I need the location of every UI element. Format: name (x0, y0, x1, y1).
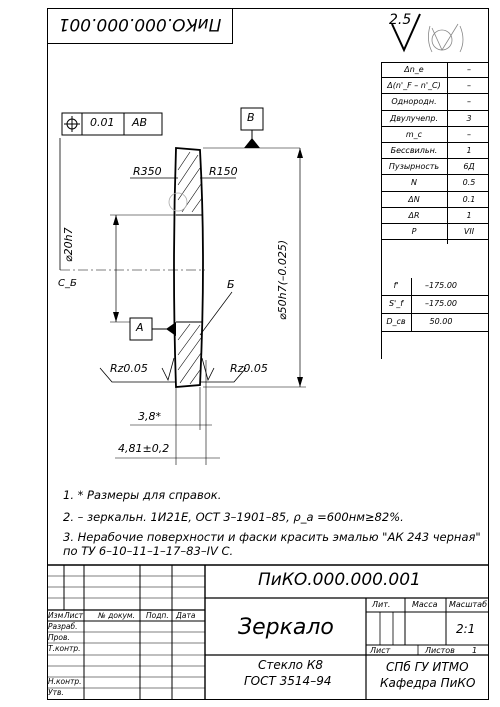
sheet-label: Лист (370, 646, 391, 655)
part-name: Зеркало (238, 615, 334, 640)
radius-2: R150 (209, 165, 238, 178)
row-prov: Пров. (48, 633, 70, 642)
outer-diameter: ⌀50h7(–0.025) (276, 239, 289, 320)
scale-label: Масштаб (449, 600, 488, 609)
thickness-ref: 3,8* (138, 410, 161, 423)
col-date: Дата (176, 611, 196, 620)
param-label: N (411, 178, 417, 188)
param-value: 3 (466, 113, 472, 123)
material-line-1: Стекло К8 (258, 658, 323, 672)
scale-value: 2:1 (456, 622, 476, 636)
param-label: Бессвильн. (390, 145, 438, 155)
axis-label: С_Б (58, 278, 77, 289)
param-label: Двулучепр. (389, 113, 439, 123)
row-razrab: Разраб. (48, 622, 78, 631)
mass-label: Масса (412, 600, 438, 609)
param-label: Пузырность (388, 162, 440, 172)
param-value: VII (463, 226, 475, 236)
note-3: 3. Нерабочие поверхности и фаски красить эмалью "АК 243 черная" (63, 530, 481, 544)
optic-value: 50.00 (429, 317, 453, 326)
col-izm: Изм (48, 611, 64, 620)
param-label: m_c (405, 129, 423, 139)
radius-1: R350 (133, 165, 162, 178)
note-2-text: 2. – зеркальн. 1И21Е, ОСТ 3–1901–85, ρ_а =600нм≥82%. (63, 510, 404, 524)
param-label: ΔR (408, 210, 420, 220)
sheets-label: Листов (425, 646, 455, 655)
tolerance-base: АВ (132, 116, 148, 129)
param-label: ΔN (408, 194, 420, 204)
sheets-value: 1 (472, 646, 478, 655)
designation: ПиКО.000.000.001 (258, 570, 421, 590)
param-value: 0.1 (462, 194, 476, 204)
inner-diameter: ⌀20h7 (62, 227, 75, 262)
param-value: – (467, 97, 471, 107)
surface-b-label: Б (227, 278, 235, 291)
param-value: 0.5 (462, 178, 476, 188)
roughness-right: Rz0.05 (230, 362, 268, 375)
param-value: – (467, 65, 471, 74)
base-a-label: А (136, 321, 144, 334)
note-1: 1. * Размеры для справок. (63, 488, 222, 502)
roughness-left: Rz0.05 (110, 362, 148, 375)
param-label: P (411, 226, 417, 236)
param-label: Δ(n'_F – n'_C) (387, 81, 441, 91)
roughness-general-value: 2.5 (389, 12, 412, 28)
row-utv: Утв. (48, 688, 64, 697)
param-value: – (467, 129, 471, 139)
tolerance-value: 0.01 (90, 116, 115, 129)
org-line-2: Кафедра ПиКО (380, 676, 476, 690)
param-value: 6Д (463, 162, 475, 172)
org-line-1: СПб ГУ ИТМО (386, 660, 469, 674)
lit-label: Лит. (372, 600, 391, 609)
optic-value: –175.00 (425, 299, 457, 308)
optic-label: S'_f (388, 299, 404, 308)
material-line-2: ГОСТ 3514–94 (244, 674, 332, 688)
col-list: Лист (64, 611, 84, 620)
row-nkontr: Н.контр. (48, 677, 82, 686)
top-designation-text: ПиКО.000.000.001 (58, 14, 222, 34)
col-doc: № докум. (98, 611, 135, 620)
optic-label: f' (393, 281, 399, 290)
param-value: 1 (466, 210, 472, 220)
note-3-cont: по ТУ 6–10–11–1–17–83–IV С. (63, 544, 234, 558)
row-tkontr: Т.контр. (48, 644, 81, 653)
thickness-total: 4,81±0,2 (118, 442, 170, 455)
col-podp: Подп. (146, 611, 169, 620)
base-b-label: В (247, 111, 255, 124)
optic-label: D_св (386, 317, 406, 326)
param-value: – (467, 81, 471, 91)
optic-value: –175.00 (425, 281, 457, 290)
param-value: 1 (466, 145, 472, 155)
param-label: Однородн. (391, 97, 437, 107)
param-label: Δn_e (404, 65, 424, 74)
